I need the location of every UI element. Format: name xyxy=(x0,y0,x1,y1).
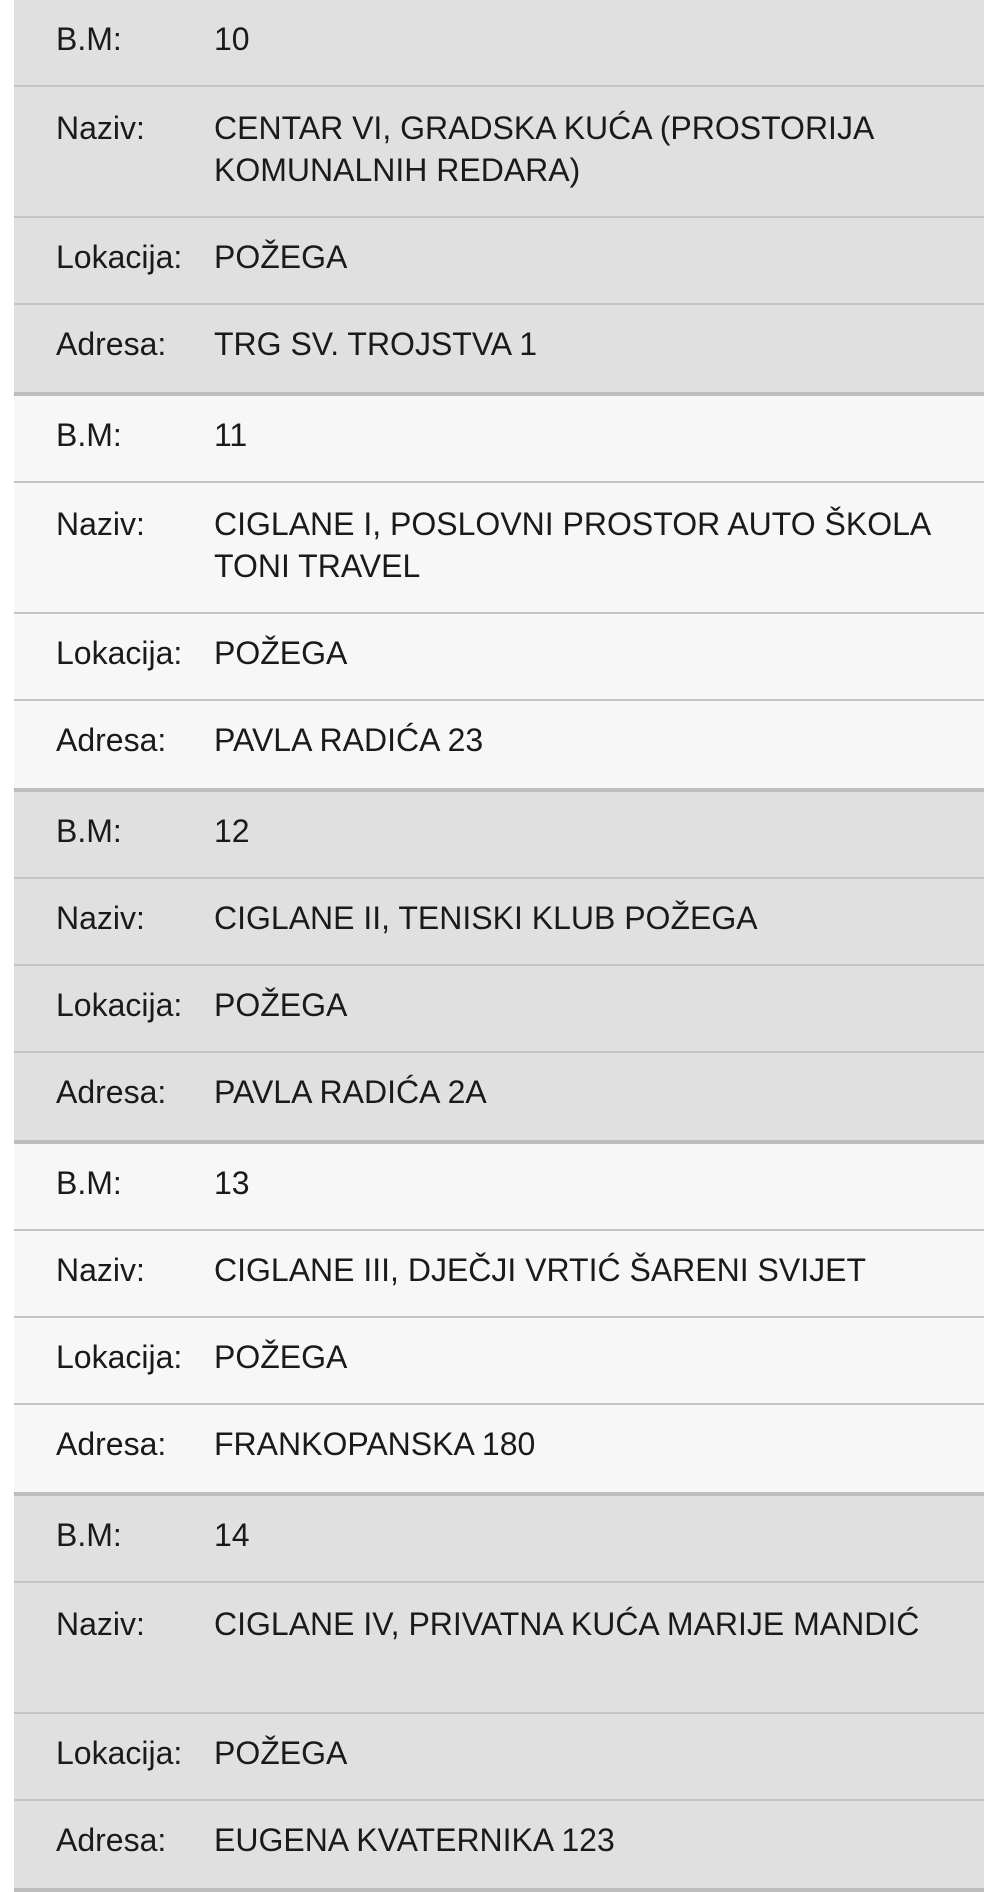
record-card xyxy=(14,0,984,396)
adresa-label: Adresa: xyxy=(56,1074,167,1110)
row-bm xyxy=(14,0,984,87)
row-adresa xyxy=(14,701,984,788)
row-lokacija xyxy=(14,218,984,305)
row-lokacija xyxy=(14,1714,984,1801)
bm-label: B.M: xyxy=(56,813,122,849)
row-bm xyxy=(14,396,984,483)
lokacija-label: Lokacija: xyxy=(56,635,183,671)
row-naziv xyxy=(14,87,984,218)
bm-label: B.M: xyxy=(56,21,122,57)
record-card xyxy=(14,792,984,1144)
lokacija-value: POŽEGA xyxy=(214,239,348,275)
naziv-label: Naziv: xyxy=(56,1606,145,1642)
adresa-label: Adresa: xyxy=(56,1426,167,1462)
naziv-value: CIGLANE II, TENISKI KLUB POŽEGA xyxy=(214,900,758,936)
lokacija-value: POŽEGA xyxy=(214,1735,348,1771)
naziv-label: Naziv: xyxy=(56,900,145,936)
row-lokacija xyxy=(14,966,984,1053)
adresa-value: TRG SV. TROJSTVA 1 xyxy=(214,326,538,362)
adresa-label: Adresa: xyxy=(56,722,167,758)
row-adresa xyxy=(14,1405,984,1492)
row-bm xyxy=(14,1496,984,1583)
bm-value: 13 xyxy=(214,1165,250,1201)
bm-label: B.M: xyxy=(56,1517,122,1553)
lokacija-value: POŽEGA xyxy=(214,987,348,1023)
polling-station-list xyxy=(14,0,984,1892)
row-adresa xyxy=(14,1053,984,1140)
bm-value: 10 xyxy=(214,21,250,57)
bm-value: 11 xyxy=(214,417,248,453)
adresa-value: PAVLA RADIĆA 23 xyxy=(214,722,484,758)
naziv-value: CENTAR VI, GRADSKA KUĆA (PROSTORIJA KOMUNALNIH REDARA) xyxy=(214,110,873,188)
bm-label: B.M: xyxy=(56,1165,122,1201)
naziv-value: CIGLANE I, POSLOVNI PROSTOR AUTO ŠKOLA TONI TRAVEL xyxy=(214,506,930,584)
row-naziv xyxy=(14,1583,984,1714)
row-bm xyxy=(14,792,984,879)
row-lokacija xyxy=(14,1318,984,1405)
record-card xyxy=(14,396,984,792)
naziv-value: CIGLANE III, DJEČJI VRTIĆ ŠARENI SVIJET xyxy=(214,1252,866,1288)
adresa-label: Adresa: xyxy=(56,1822,167,1858)
bm-label: B.M: xyxy=(56,417,122,453)
bm-value: 14 xyxy=(214,1517,250,1553)
row-bm xyxy=(14,1144,984,1231)
row-adresa xyxy=(14,1801,984,1888)
row-naziv xyxy=(14,1231,984,1318)
bm-value: 12 xyxy=(214,813,250,849)
adresa-value: EUGENA KVATERNIKA 123 xyxy=(214,1822,615,1858)
row-adresa xyxy=(14,305,984,392)
lokacija-label: Lokacija: xyxy=(56,1735,183,1771)
lokacija-value: POŽEGA xyxy=(214,1339,348,1375)
adresa-value: FRANKOPANSKA 180 xyxy=(214,1426,536,1462)
row-naziv xyxy=(14,879,984,966)
adresa-label: Adresa: xyxy=(56,326,167,362)
naziv-label: Naziv: xyxy=(56,1252,145,1288)
lokacija-value: POŽEGA xyxy=(214,635,348,671)
naziv-value: CIGLANE IV, PRIVATNA KUĆA MARIJE MANDIĆ xyxy=(214,1606,920,1642)
lokacija-label: Lokacija: xyxy=(56,1339,183,1375)
adresa-value: PAVLA RADIĆA 2A xyxy=(214,1074,487,1110)
lokacija-label: Lokacija: xyxy=(56,239,183,275)
row-naziv xyxy=(14,483,984,614)
row-lokacija xyxy=(14,614,984,701)
record-card xyxy=(14,1496,984,1892)
record-card xyxy=(14,1144,984,1496)
lokacija-label: Lokacija: xyxy=(56,987,183,1023)
naziv-label: Naziv: xyxy=(56,110,145,146)
naziv-label: Naziv: xyxy=(56,506,145,542)
